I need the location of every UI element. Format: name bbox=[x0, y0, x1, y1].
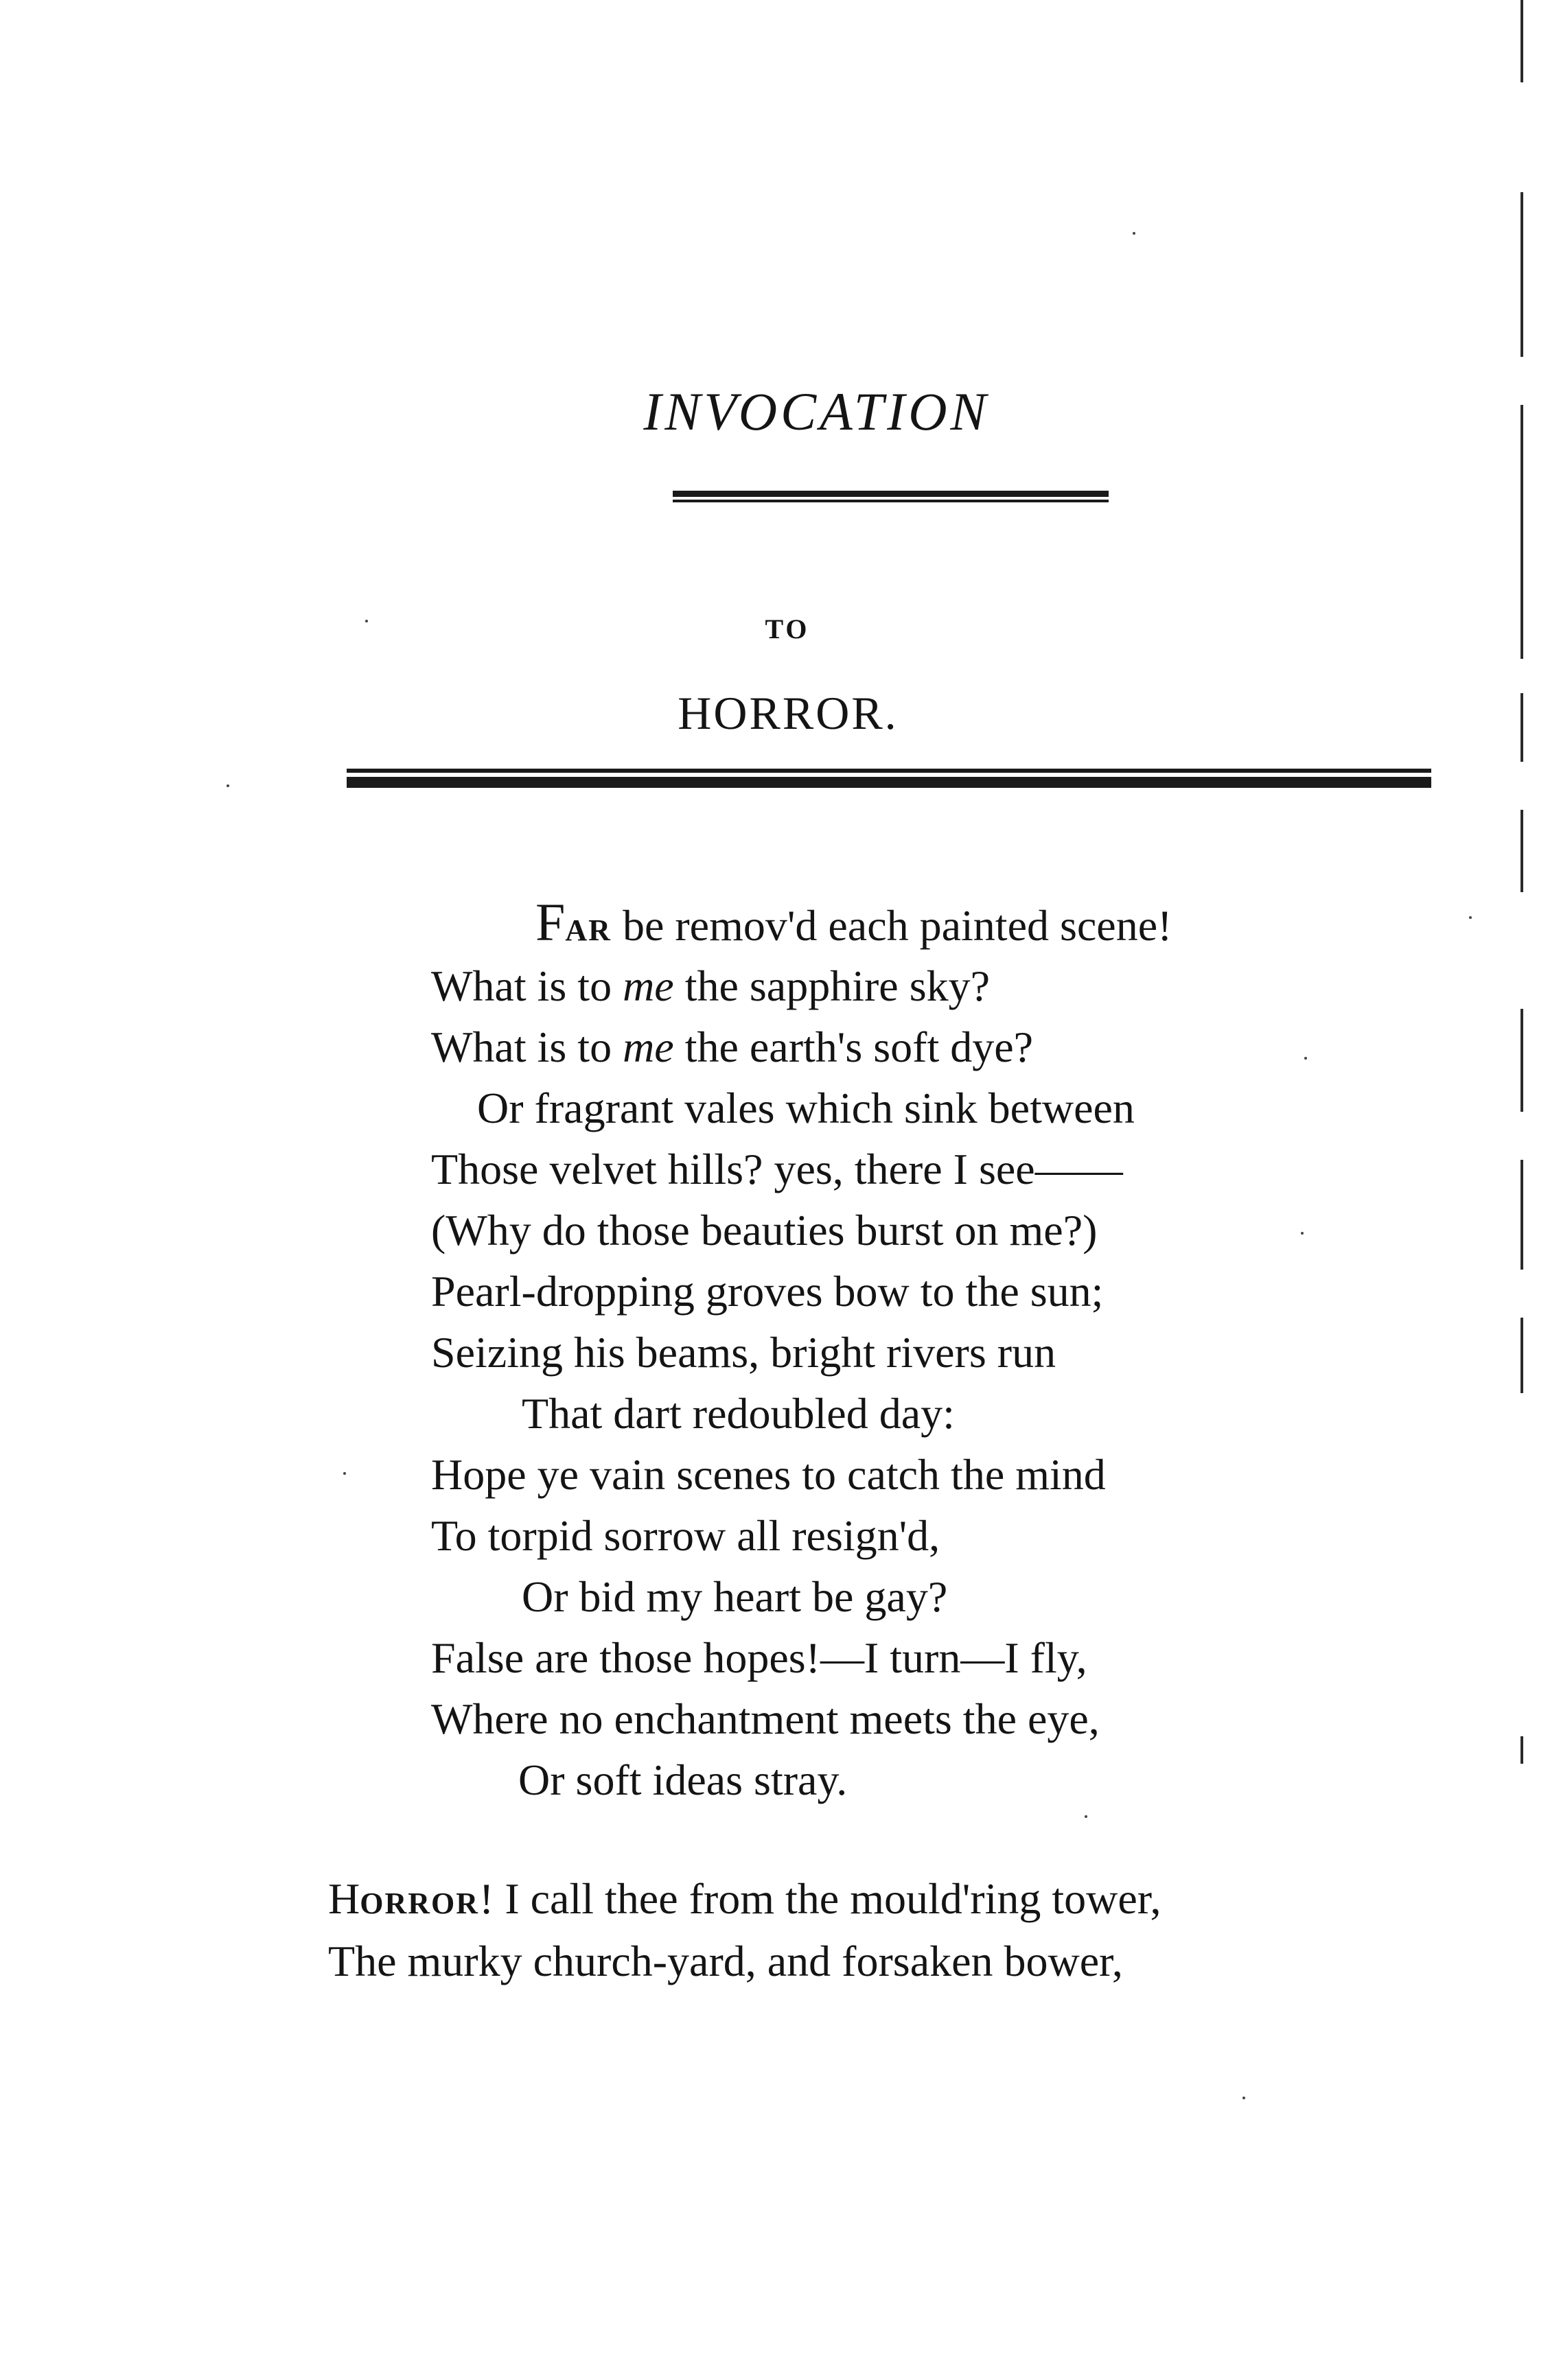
stanza1-line8: Seizing his beams, bright rivers run bbox=[431, 1328, 1056, 1377]
line-text: the sapphire sky? bbox=[673, 961, 990, 1010]
stanza1-line5: Those velvet hills? yes, there I see—— bbox=[431, 1145, 1123, 1193]
stanza1-line3 bbox=[431, 1025, 1033, 1069]
poem-title: INVOCATION bbox=[643, 382, 990, 441]
scan-edge-mark bbox=[1520, 1736, 1523, 1764]
emphasis-text: me bbox=[623, 961, 674, 1010]
drop-cap: H bbox=[328, 1874, 360, 1923]
small-caps: AR bbox=[565, 913, 612, 947]
scan-edge-mark bbox=[1520, 0, 1523, 82]
stanza1-line10: Hope ye vain scenes to catch the mind bbox=[431, 1450, 1106, 1499]
stanza1-line13: False are those hopes!—I turn—I fly, bbox=[431, 1633, 1087, 1682]
paper-speck bbox=[1085, 1815, 1087, 1818]
line-text: What is to bbox=[431, 1023, 623, 1071]
stanza1-line11: To torpid sorrow all resign'd, bbox=[431, 1511, 940, 1560]
paper-speck bbox=[227, 784, 229, 787]
stanza1-line1 bbox=[535, 892, 1172, 952]
stanza1-line4: Or fragrant vales which sink between bbox=[477, 1084, 1135, 1132]
emphasis-text: me bbox=[623, 1023, 674, 1071]
poem-subject: HORROR. bbox=[678, 687, 899, 739]
stanza1-line15: Or soft ideas stray. bbox=[518, 1755, 848, 1804]
stanza1-line9: That dart redoubled day: bbox=[522, 1389, 955, 1438]
line-text: be remov'd each painted scene! bbox=[611, 901, 1172, 950]
section-rule bbox=[347, 769, 1431, 789]
stanza1-line6: (Why do those beauties burst on me?) bbox=[431, 1206, 1098, 1255]
stanza1-line7: Pearl-dropping groves bow to the sun; bbox=[431, 1267, 1104, 1316]
stanza1-line2 bbox=[431, 961, 990, 1010]
paper-speck bbox=[1304, 1057, 1307, 1060]
paper-speck bbox=[1133, 232, 1135, 235]
scan-edge-mark bbox=[1520, 810, 1523, 892]
line-text: ! I call thee from the mould'ring tower, bbox=[479, 1874, 1161, 1923]
paper-speck bbox=[343, 1472, 346, 1475]
scan-edge-mark bbox=[1520, 405, 1523, 659]
title-to: TO bbox=[765, 614, 810, 644]
stanza2-line1 bbox=[328, 1874, 1161, 1923]
scan-edge-mark bbox=[1520, 1160, 1523, 1270]
stanza1-line14: Where no enchantment meets the eye, bbox=[431, 1694, 1100, 1743]
scan-edge-mark bbox=[1520, 1009, 1523, 1112]
paper-speck bbox=[1469, 916, 1472, 919]
stanza1-line12: Or bid my heart be gay? bbox=[522, 1572, 948, 1621]
paper-speck bbox=[1242, 2097, 1245, 2099]
drop-cap: F bbox=[535, 892, 566, 952]
small-caps: ORROR bbox=[360, 1887, 479, 1920]
paper-speck bbox=[1301, 1232, 1304, 1235]
title-rule bbox=[673, 491, 1109, 503]
stanza2-line2: The murky church-yard, and forsaken bower, bbox=[328, 1937, 1123, 1985]
line-text: the earth's soft dye? bbox=[673, 1023, 1034, 1071]
line-text: What is to bbox=[431, 961, 623, 1010]
scan-edge-mark bbox=[1520, 192, 1523, 357]
scan-edge-mark bbox=[1520, 693, 1523, 762]
paper-speck bbox=[365, 620, 368, 622]
scan-edge-mark bbox=[1520, 1318, 1523, 1393]
